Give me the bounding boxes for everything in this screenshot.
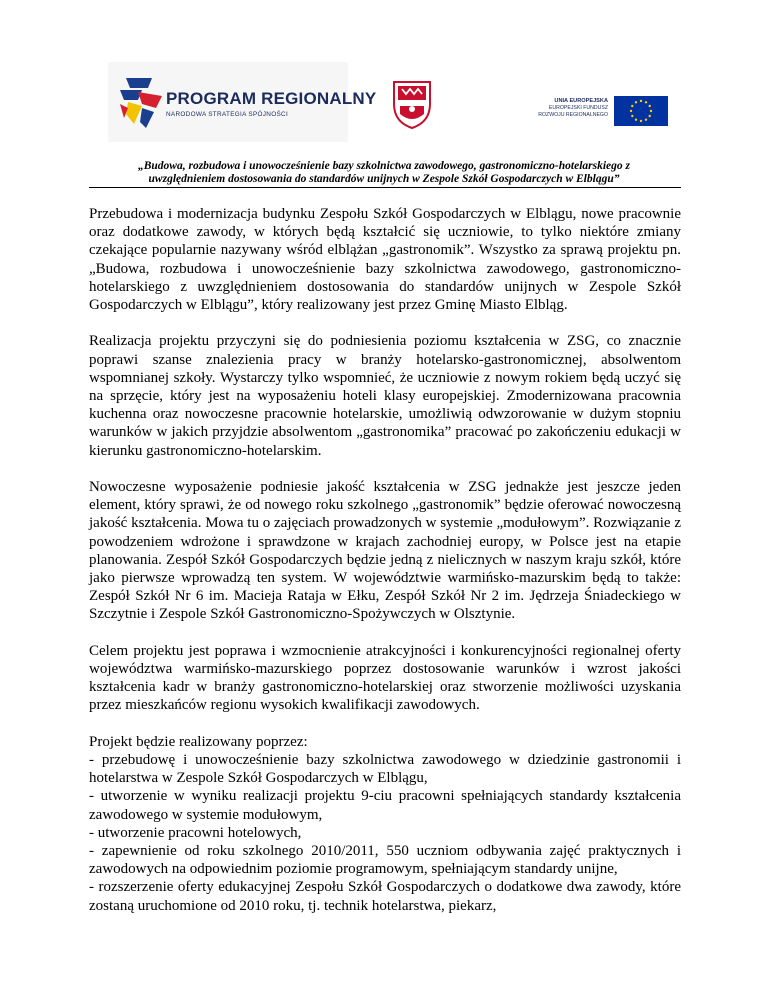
eu-line3: ROZWOJU REGIONALNEGO — [538, 112, 608, 118]
project-list — [89, 733, 681, 915]
program-regionalny-logo — [108, 62, 377, 142]
crest-logo — [390, 78, 434, 130]
crest-icon — [390, 78, 434, 130]
document-header — [90, 160, 678, 186]
header-divider — [89, 187, 681, 188]
eu-line1: UNIA EUROPEJSKA — [554, 98, 608, 104]
eu-logo — [538, 96, 668, 126]
paragraph: Celem projektu jest poprawa i wzmocnienie atrakcyjności i konkurencyjności regionalnej oferty województwa warmińsko-mazurskiego poprzez dostosowanie warunków i wzrost jakości kształcenia kadr w branży gastronomiczno-hotelarskiej oraz stworzenie możliwości uzyskania przez mieszkańców regionu wysokich kwalifikacji zawodowych. — [89, 642, 681, 714]
header-line-2: uwzględnieniem dostosowania do standardów unijnych w Zespole Szkół Gospodarczych w Elblągu” — [148, 173, 620, 185]
list-item: - rozszerzenie oferty edukacyjnej Zespołu Szkół Gospodarczych o dodatkowe dwa zawody, które zostaną uruchomione od 2010 roku, tj. technik hotelarstwa, piekarz, — [89, 879, 681, 914]
document-body — [89, 205, 681, 915]
list-item: - przebudowę i unowocześnienie bazy szkolnictwa zawodowego w dziedzinie gastronomii i hotelarstwa w Zespole Szkół Gospodarczych w Elblągu, — [89, 752, 681, 787]
program-title: PROGRAM REGIONALNY — [166, 89, 377, 108]
star-logo-icon — [116, 72, 164, 130]
paragraph: Realizacja projektu przyczyni się do podniesienia poziomu kształcenia w ZSG, co znacznie poprawi szanse znalezienia pracy w branży hotelarsko-gastronomicznej, absolwentom wspomnianej szkoły. Wystarczy tylko wspomnieć, że uczniowie z nowym rokiem będą uczyć się na sprzęcie, który jest na wyposażeniu hoteli klasy europejskiej. Zmodernizowana pracownia kuchenna oraz nowoczesne pracownie hotelarskie, umożliwią odwzorowanie w dużym stopniu warunków w jakich przyjdzie absolwentom „gastronomika” pracować po zakończeniu edukacji w kierunku gastronomiczno-hotelarskim. — [89, 333, 681, 459]
eu-flag-icon — [614, 96, 668, 126]
list-item: - utworzenie pracowni hotelowych, — [89, 824, 302, 841]
eu-logo-text — [538, 98, 608, 119]
paragraph: Nowoczesne wyposażenie podniesie jakość kształcenia w ZSG jednakże jest jeszcze jeden element, który sprawi, że od nowego roku szkolnego „gastronomik” będzie oferować nowoczesną jakość kształcenia. Mowa tu o zajęciach prowadzonych w systemie „modułowym”. Rozwiązanie z powodzeniem wdrożone i sprawdzone w krajach zachodniej europy, w Polsce jest na etapie planowania. Zespół Szkół Gospodarczych będzie jedną z nielicznych w naszym kraju szkół, które jako pierwsze wprowadzą ten system. W województwie warmińsko-mazurskim będą to także: Zespół Szkół Nr 6 im. Macieja Rataja w Ełku, Zespół Szkół Nr 2 im. Jędrzeja Śniadeckiego w Szczytnie i Zespole Szkół Gastronomiczno-Spożywczych w Olsztynie. — [89, 479, 681, 623]
program-subtitle: NARODOWA STRATEGIA SPÓJNOŚCI — [166, 111, 289, 118]
logo-strip — [108, 62, 668, 142]
list-item: - utworzenie w wyniku realizacji projektu 9-ciu pracowni spełniających standardy kształcenia zawodowego w systemie modułowym, — [89, 788, 681, 823]
list-item: - zapewnienie od roku szkolnego 2010/2011, 550 uczniom odbywania zajęć praktycznych i zawodowych na odpowiednim poziomie programowym, spełniającym standardy unijne, — [89, 843, 681, 878]
paragraph: Przebudowa i modernizacja budynku Zespołu Szkół Gospodarczych w Elblągu, nowe pracownie oraz dodatkowe zawody, w których będą kształcić się uczniowie, to tylko niektóre zmiany czekające popularnie nazywany wśród elblążan „gastronomik”. Wszystko za sprawą projektu pn. „Budowa, rozbudowa i unowocześnienie bazy szkolnictwa zawodowego, gastronomiczno-hotelarskiego z uwzględnieniem dostosowania do standardów unijnych w Zespole Szkół Gospodarczych w Elblągu”, który realizowany jest przez Gminę Miasto Elbląg. — [89, 206, 681, 314]
header-line-1: „Budowa, rozbudowa i unowocześnienie bazy szkolnictwa zawodowego, gastronomiczno-hotelarskiego z — [137, 160, 631, 172]
eu-line2: EUROPEJSKI FUNDUSZ — [548, 105, 608, 111]
list-intro: Projekt będzie realizowany poprzez: — [89, 733, 308, 750]
